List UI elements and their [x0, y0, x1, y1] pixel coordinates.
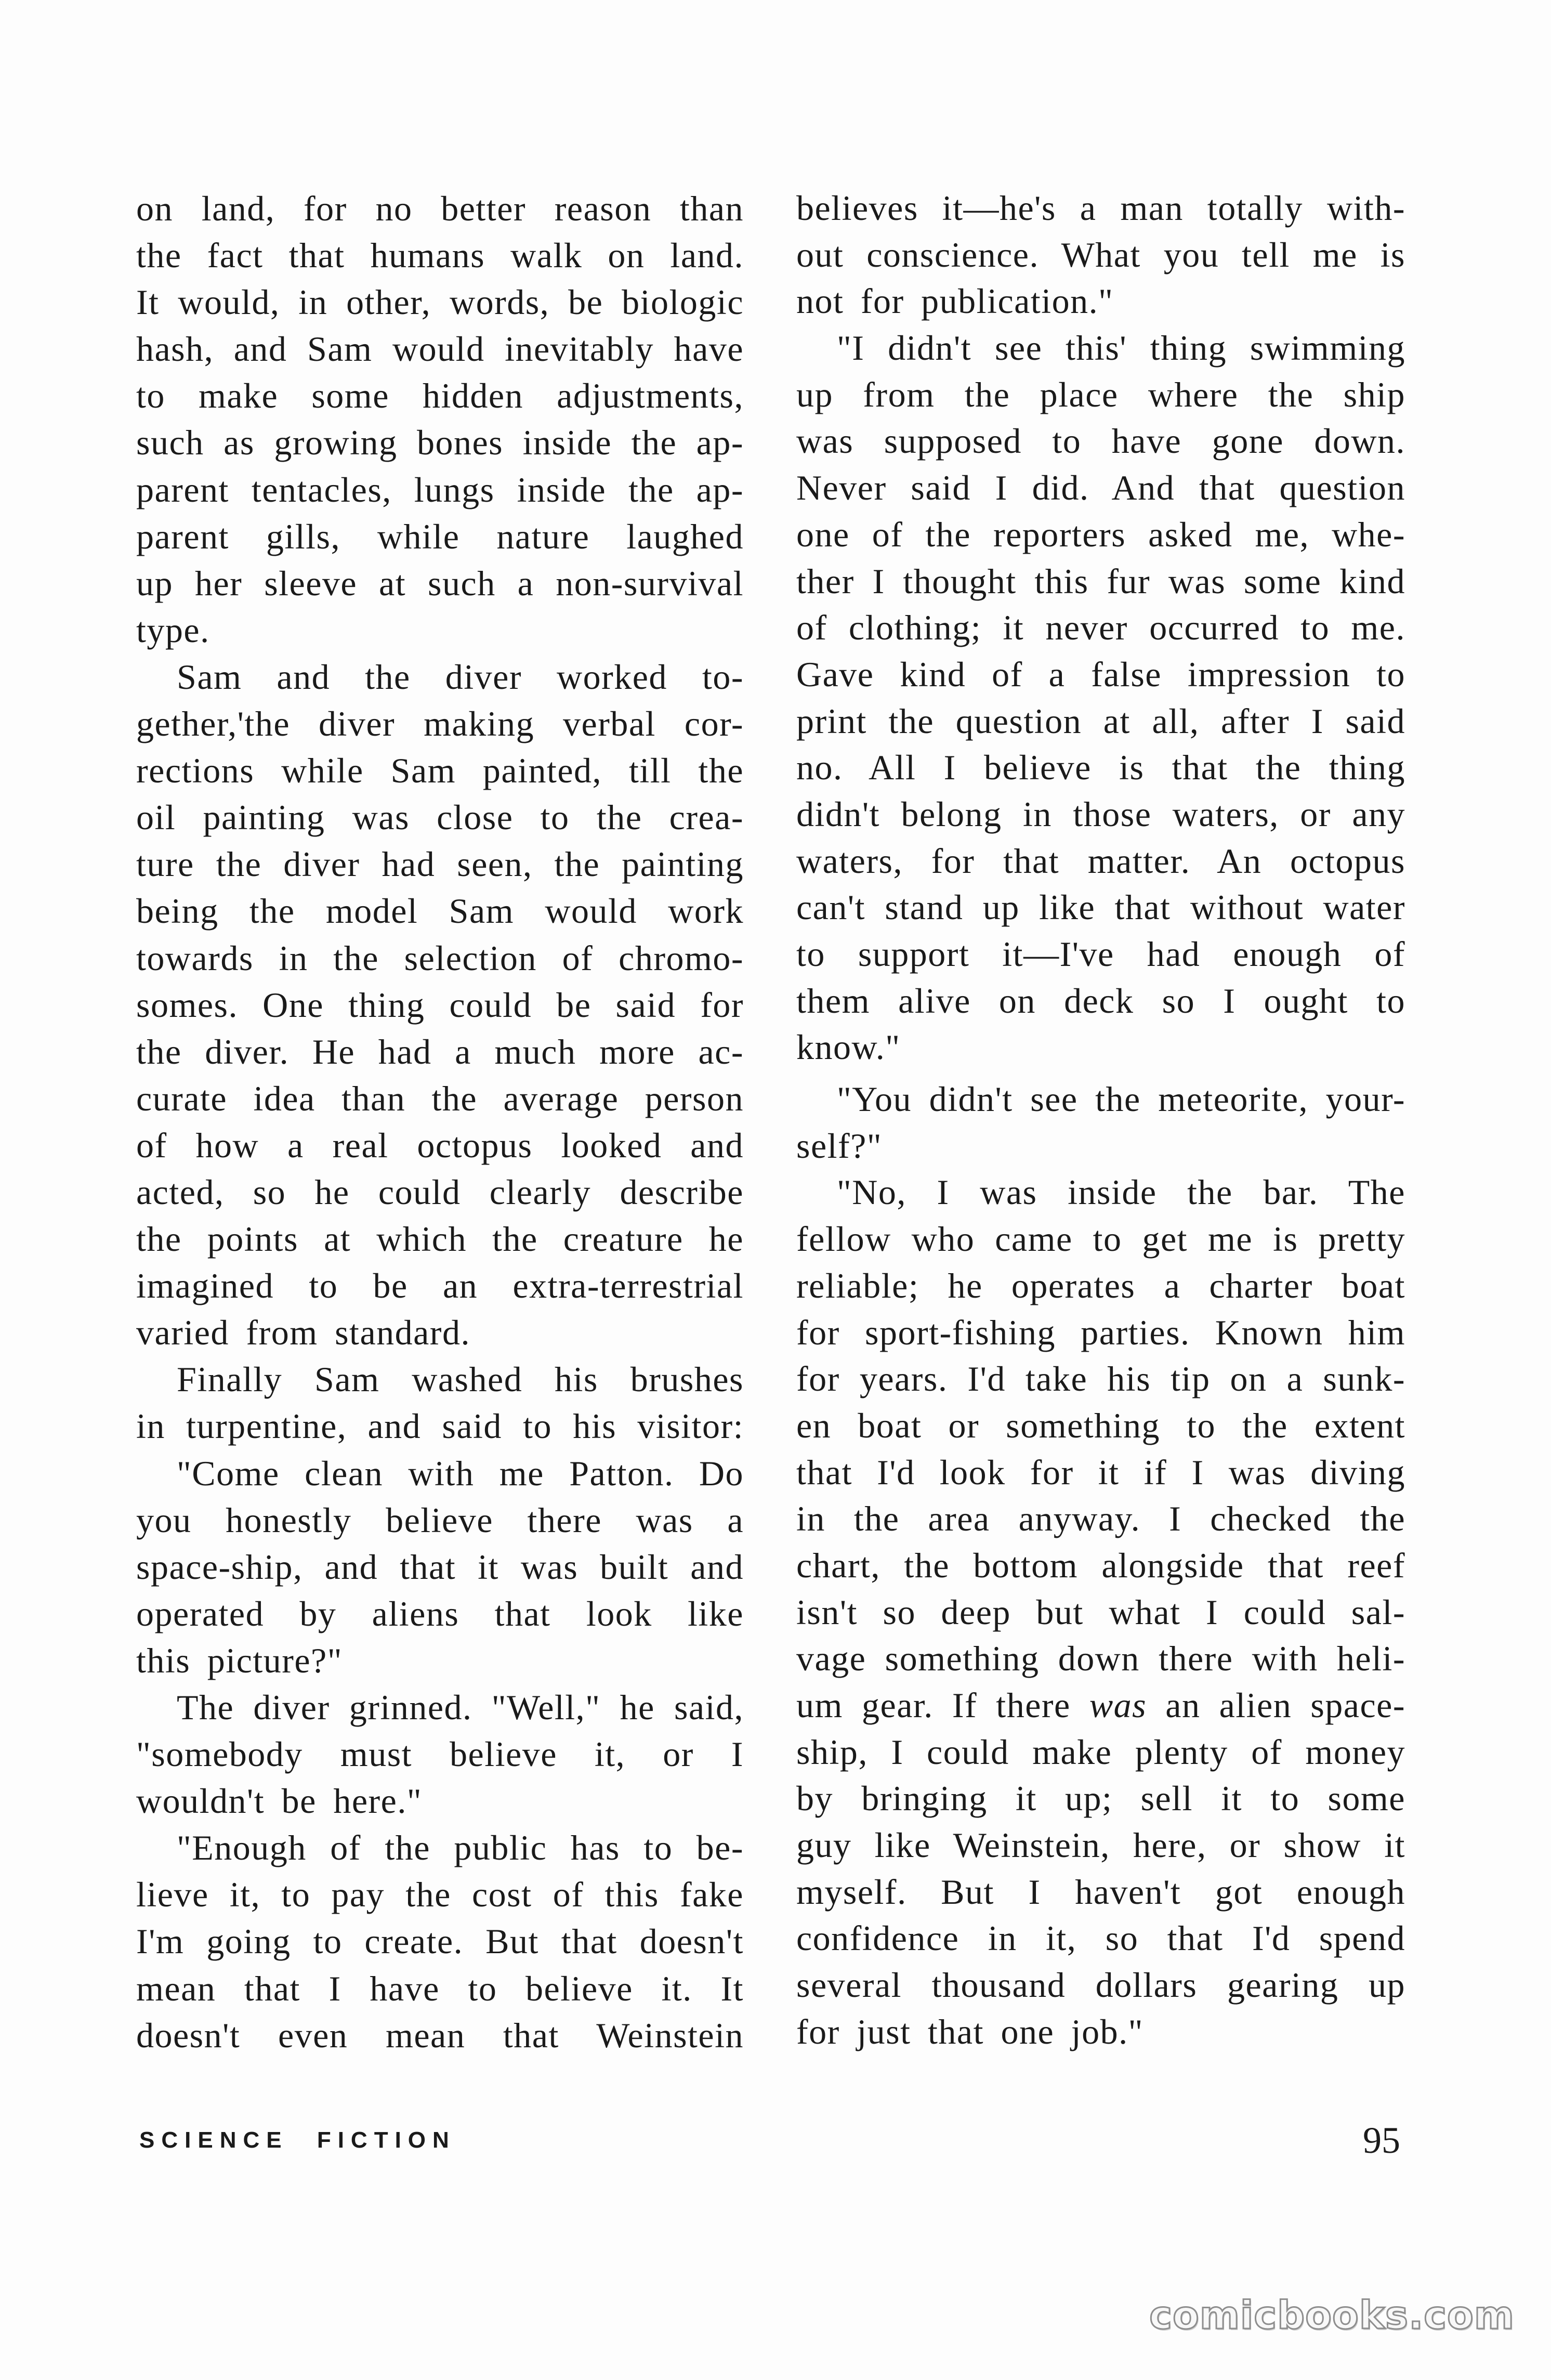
text-line: doesn't even mean that Weinstein [136, 2015, 744, 2055]
text-segment: um gear. If there [796, 1685, 1089, 1725]
text-line: I'm going to create. But that doesn't [136, 1921, 744, 1961]
paragraph [136, 653, 744, 1356]
text-line: to make some hidden adjustments, [136, 376, 744, 416]
text-line [796, 1682, 1405, 1729]
text-line: in turpentine, and said to his visitor: [136, 1406, 744, 1446]
text-line: to support it—I've had enough of [796, 934, 1405, 974]
text-line: believes it—he's a man totally with- [796, 188, 1405, 228]
text-line: confidence in it, so that I'd spend [796, 1918, 1405, 1958]
paragraph [796, 325, 1405, 1071]
text-line: curate idea than the average person [136, 1078, 744, 1118]
text-line: "Come clean with me Patton. Do [177, 1453, 744, 1493]
text-line: isn't so deep but what I could sal- [796, 1592, 1405, 1632]
watermark-logo: comicbooks.com [1149, 2293, 1515, 2338]
text-line: "No, I was inside the bar. The [837, 1172, 1405, 1212]
text-line: the diver. He had a much more ac- [136, 1031, 744, 1071]
text-line: self?" [796, 1126, 883, 1166]
text-line: on land, for no better reason than [136, 189, 744, 228]
text-line: in the area anyway. I checked the [796, 1499, 1405, 1539]
text-line: "somebody must believe it, or I [136, 1734, 744, 1774]
text-line: several thousand dollars gearing up [796, 1965, 1405, 2005]
text-line: "I didn't see this' thing swimming [837, 328, 1405, 368]
text-line: this picture?" [136, 1640, 343, 1680]
paragraph [136, 1356, 744, 1449]
text-line: en boat or something to the extent [796, 1405, 1405, 1445]
text-line: didn't belong in those waters, or any [796, 794, 1405, 834]
paragraph [796, 1169, 1405, 2055]
text-line: operated by aliens that look like [136, 1593, 744, 1633]
text-line: oil painting was close to the crea- [136, 797, 744, 838]
text-line: not for publication." [796, 281, 1114, 321]
text-line: ture the diver had seen, the painting [136, 844, 744, 884]
text-line: imagined to be an extra-terrestrial [136, 1266, 744, 1306]
text-line: myself. But I haven't got enough [796, 1872, 1405, 1912]
text-line: out conscience. What you tell me is [796, 234, 1405, 274]
text-line: "You didn't see the meteorite, your- [837, 1079, 1405, 1119]
text-line: for years. I'd take his tip on a sunk- [796, 1359, 1405, 1399]
text-line: being the model Sam would work [136, 891, 744, 931]
text-line: parent tentacles, lungs inside the ap- [136, 469, 744, 509]
text-line: one of the reporters asked me, whe- [796, 514, 1405, 554]
text-segment: an alien space- [1147, 1685, 1406, 1725]
text-line: the points at which the creature he [136, 1219, 744, 1259]
text-line: waters, for that matter. An octopus [796, 841, 1405, 881]
text-line: somes. One thing could be said for [136, 985, 744, 1025]
text-line: print the question at all, after I said [796, 701, 1405, 741]
text-line: Sam and the diver worked to- [177, 657, 744, 697]
text-line: type. [136, 610, 210, 650]
paragraph [796, 1076, 1405, 1169]
text-line: acted, so he could clearly describe [136, 1172, 744, 1212]
text-line: parent gills, while nature laughed [136, 516, 744, 556]
paragraph [136, 1684, 744, 1824]
text-line: by bringing it up; sell it to some [796, 1779, 1405, 1819]
paragraph [136, 185, 744, 653]
text-line: for just that one job." [796, 2011, 1143, 2051]
text-line: the fact that humans walk on land. [136, 236, 744, 276]
text-line: The diver grinned. "Well," he said, [177, 1688, 744, 1727]
text-line: Finally Sam washed his brushes [177, 1359, 744, 1400]
text-line: that I'd look for it if I was diving [796, 1452, 1405, 1492]
text-line: no. All I believe is that the thing [796, 748, 1405, 788]
paragraph [136, 1450, 744, 1684]
right-text-column [796, 185, 1405, 2056]
text-line: you honestly believe there was a [136, 1500, 744, 1540]
text-line: Never said I did. And that question [796, 468, 1405, 508]
paragraph [796, 185, 1405, 325]
text-line: such as growing bones inside the ap- [136, 423, 744, 463]
text-line: lieve it, to pay the cost of this fake [136, 1875, 744, 1915]
running-footer-magazine-title: SCIENCE FICTION [139, 2127, 456, 2153]
left-text-column [136, 185, 744, 2059]
text-line: "Enough of the public has to be- [177, 1828, 744, 1868]
text-line: wouldn't be here." [136, 1781, 423, 1821]
page-number: 95 [1363, 2120, 1400, 2161]
text-line: It would, in other, words, be biologic [136, 282, 744, 322]
text-line: them alive on deck so I ought to [796, 980, 1405, 1021]
paragraph [136, 1824, 744, 2058]
text-line: reliable; he operates a charter boat [796, 1265, 1405, 1305]
text-line: ther I thought this fur was some kind [796, 561, 1405, 601]
text-line: mean that I have to believe it. It [136, 1968, 744, 2008]
text-line: up from the place where the ship [796, 374, 1405, 414]
text-line: chart, the bottom alongside that reef [796, 1545, 1405, 1585]
italic-text: was [1089, 1685, 1147, 1725]
text-line: hash, and Sam would inevitably have [136, 329, 744, 369]
text-line: vage something down there with heli- [796, 1639, 1405, 1679]
text-line: varied from standard. [136, 1313, 470, 1353]
text-line: gether,'the diver making verbal cor- [136, 704, 744, 744]
text-line: know." [796, 1027, 901, 1067]
text-line: of how a real octopus looked and [136, 1125, 744, 1165]
text-line: can't stand up like that without water [796, 887, 1405, 927]
text-line: ship, I could make plenty of money [796, 1732, 1405, 1772]
text-line: space-ship, and that it was built and [136, 1547, 744, 1587]
text-line: Gave kind of a false impression to [796, 654, 1405, 694]
text-line: of clothing; it never occurred to me. [796, 608, 1405, 648]
text-line: up her sleeve at such a non-survival [136, 563, 744, 603]
text-line: rections while Sam painted, till the [136, 751, 744, 791]
text-line: fellow who came to get me is pretty [796, 1219, 1405, 1259]
text-line: was supposed to have gone down. [796, 421, 1405, 461]
text-line: for sport-fishing parties. Known him [796, 1312, 1405, 1352]
text-line: towards in the selection of chromo- [136, 938, 744, 978]
text-line: guy like Weinstein, here, or show it [796, 1825, 1405, 1865]
